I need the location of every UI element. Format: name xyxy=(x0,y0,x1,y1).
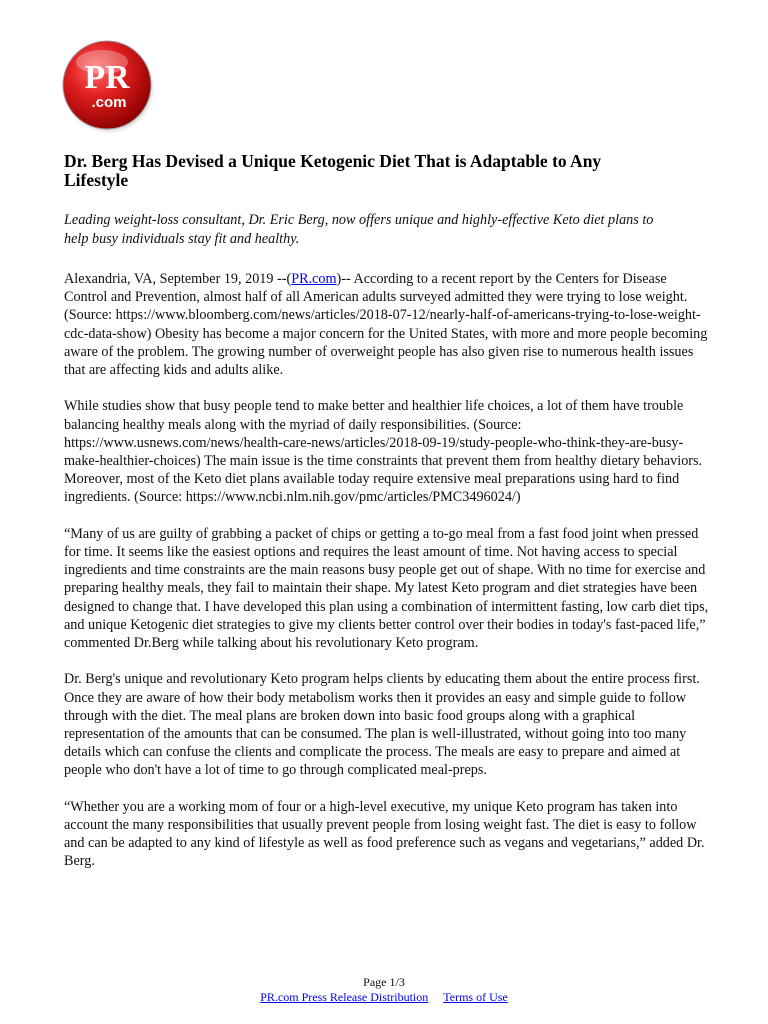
pr-com-logo xyxy=(60,38,156,134)
quote-paragraph: “Whether you are a working mom of four or a high-level executive, my unique Keto program has taken into account the many responsibilities that usually prevent people from losing weight fast. The diet is easy to follow and can be adapted to any kind of lifestyle as well as food preference such as vegans and vegetarians,” added Dr. Berg. xyxy=(64,798,705,870)
svg-text:.com: .com xyxy=(91,94,127,111)
distribution-link[interactable]: PR.com Press Release Distribution xyxy=(260,990,429,1004)
dateline-text: )-- According to a recent report by the Centers for Disease Control and Prevention, almost half of all American adults surveyed admitted they were trying to lose weight. (Source: https://www.bloomberg.com/news/articles/2018-07-12/nearly-half-of-americans-trying-to-lose-weight-cdc-data-show) Obesity has become a major concern for the United States, with more and more people becoming aware of the problem. The growing number of overweight people has also given rise to numerous health issues that are affecting kids and adults alike. xyxy=(64,271,708,379)
quote-paragraph: “Many of us are guilty of grabbing a packet of chips or getting a to-go meal from a fast food joint when pressed for time. It seems like the easiest options and requires the least amount of time. Not having access to special ingredients and time constraints are the main reasons busy people get out of shape. With no time for exercise and preparing healthy meals, they fail to maintain their shape. My latest Keto program and diet strategies have been designed to change that. I have developed this plan using a combination of intermittent fasting, low carb diet tips, and unique Ketogenic diet strategies to give my clients better control over their bodies in today's fast-paced life,” commented Dr.Berg while talking about his revolutionary Keto program. xyxy=(64,525,709,652)
page-footer xyxy=(0,975,768,1005)
footer-links xyxy=(0,990,768,1005)
page-number: Page 1/3 xyxy=(363,975,405,989)
svg-text:PR: PR xyxy=(84,59,130,96)
pr-com-inline-link[interactable]: PR.com xyxy=(291,271,337,287)
press-release-subtitle: Leading weight-loss consultant, Dr. Eric Berg, now offers unique and highly-effective Keto diet plans to help busy individuals stay fit and healthy. xyxy=(64,212,654,247)
body-paragraph: Dr. Berg's unique and revolutionary Keto program helps clients by educating them about the entire process first. Once they are aware of how their body metabolism works then it provides an easy and simple guide to follow through with the diet. The meal plans are broken down into basic food groups along with a graphical representation of the amounts that can be consumed. The plan is well-illustrated, without going into too many details which can confuse the clients and complicate the process. The meals are easy to prepare and aimed at people who don't have a lot of time to go through complicated meal-preps. xyxy=(64,671,700,779)
press-release-body xyxy=(64,270,709,889)
body-paragraph: While studies show that busy people tend to make better and healthier life choices, a lot of them have trouble balancing healthy meals along with the myriad of daily responsibilities. (Source: https://www.usnews.com/news/health-care-news/articles/2018-09-19/study-people-who-think-they-are-busy-make-healthier-choices) The main issue is the time constraints that prevent them from healthy dietary behaviors. Moreover, most of the Keto diet plans available today require extensive meal preparations using hard to find ingredients. (Source: https://www.ncbi.nlm.nih.gov/pmc/articles/PMC3496024/) xyxy=(64,398,703,506)
dateline-paragraph xyxy=(64,270,709,379)
terms-of-use-link[interactable]: Terms of Use xyxy=(443,990,508,1004)
dateline-prefix: Alexandria, VA, September 19, 2019 --( xyxy=(64,271,292,287)
press-release-title: Dr. Berg Has Devised a Unique Ketogenic Diet That is Adaptable to Any Lifestyle xyxy=(64,151,602,190)
